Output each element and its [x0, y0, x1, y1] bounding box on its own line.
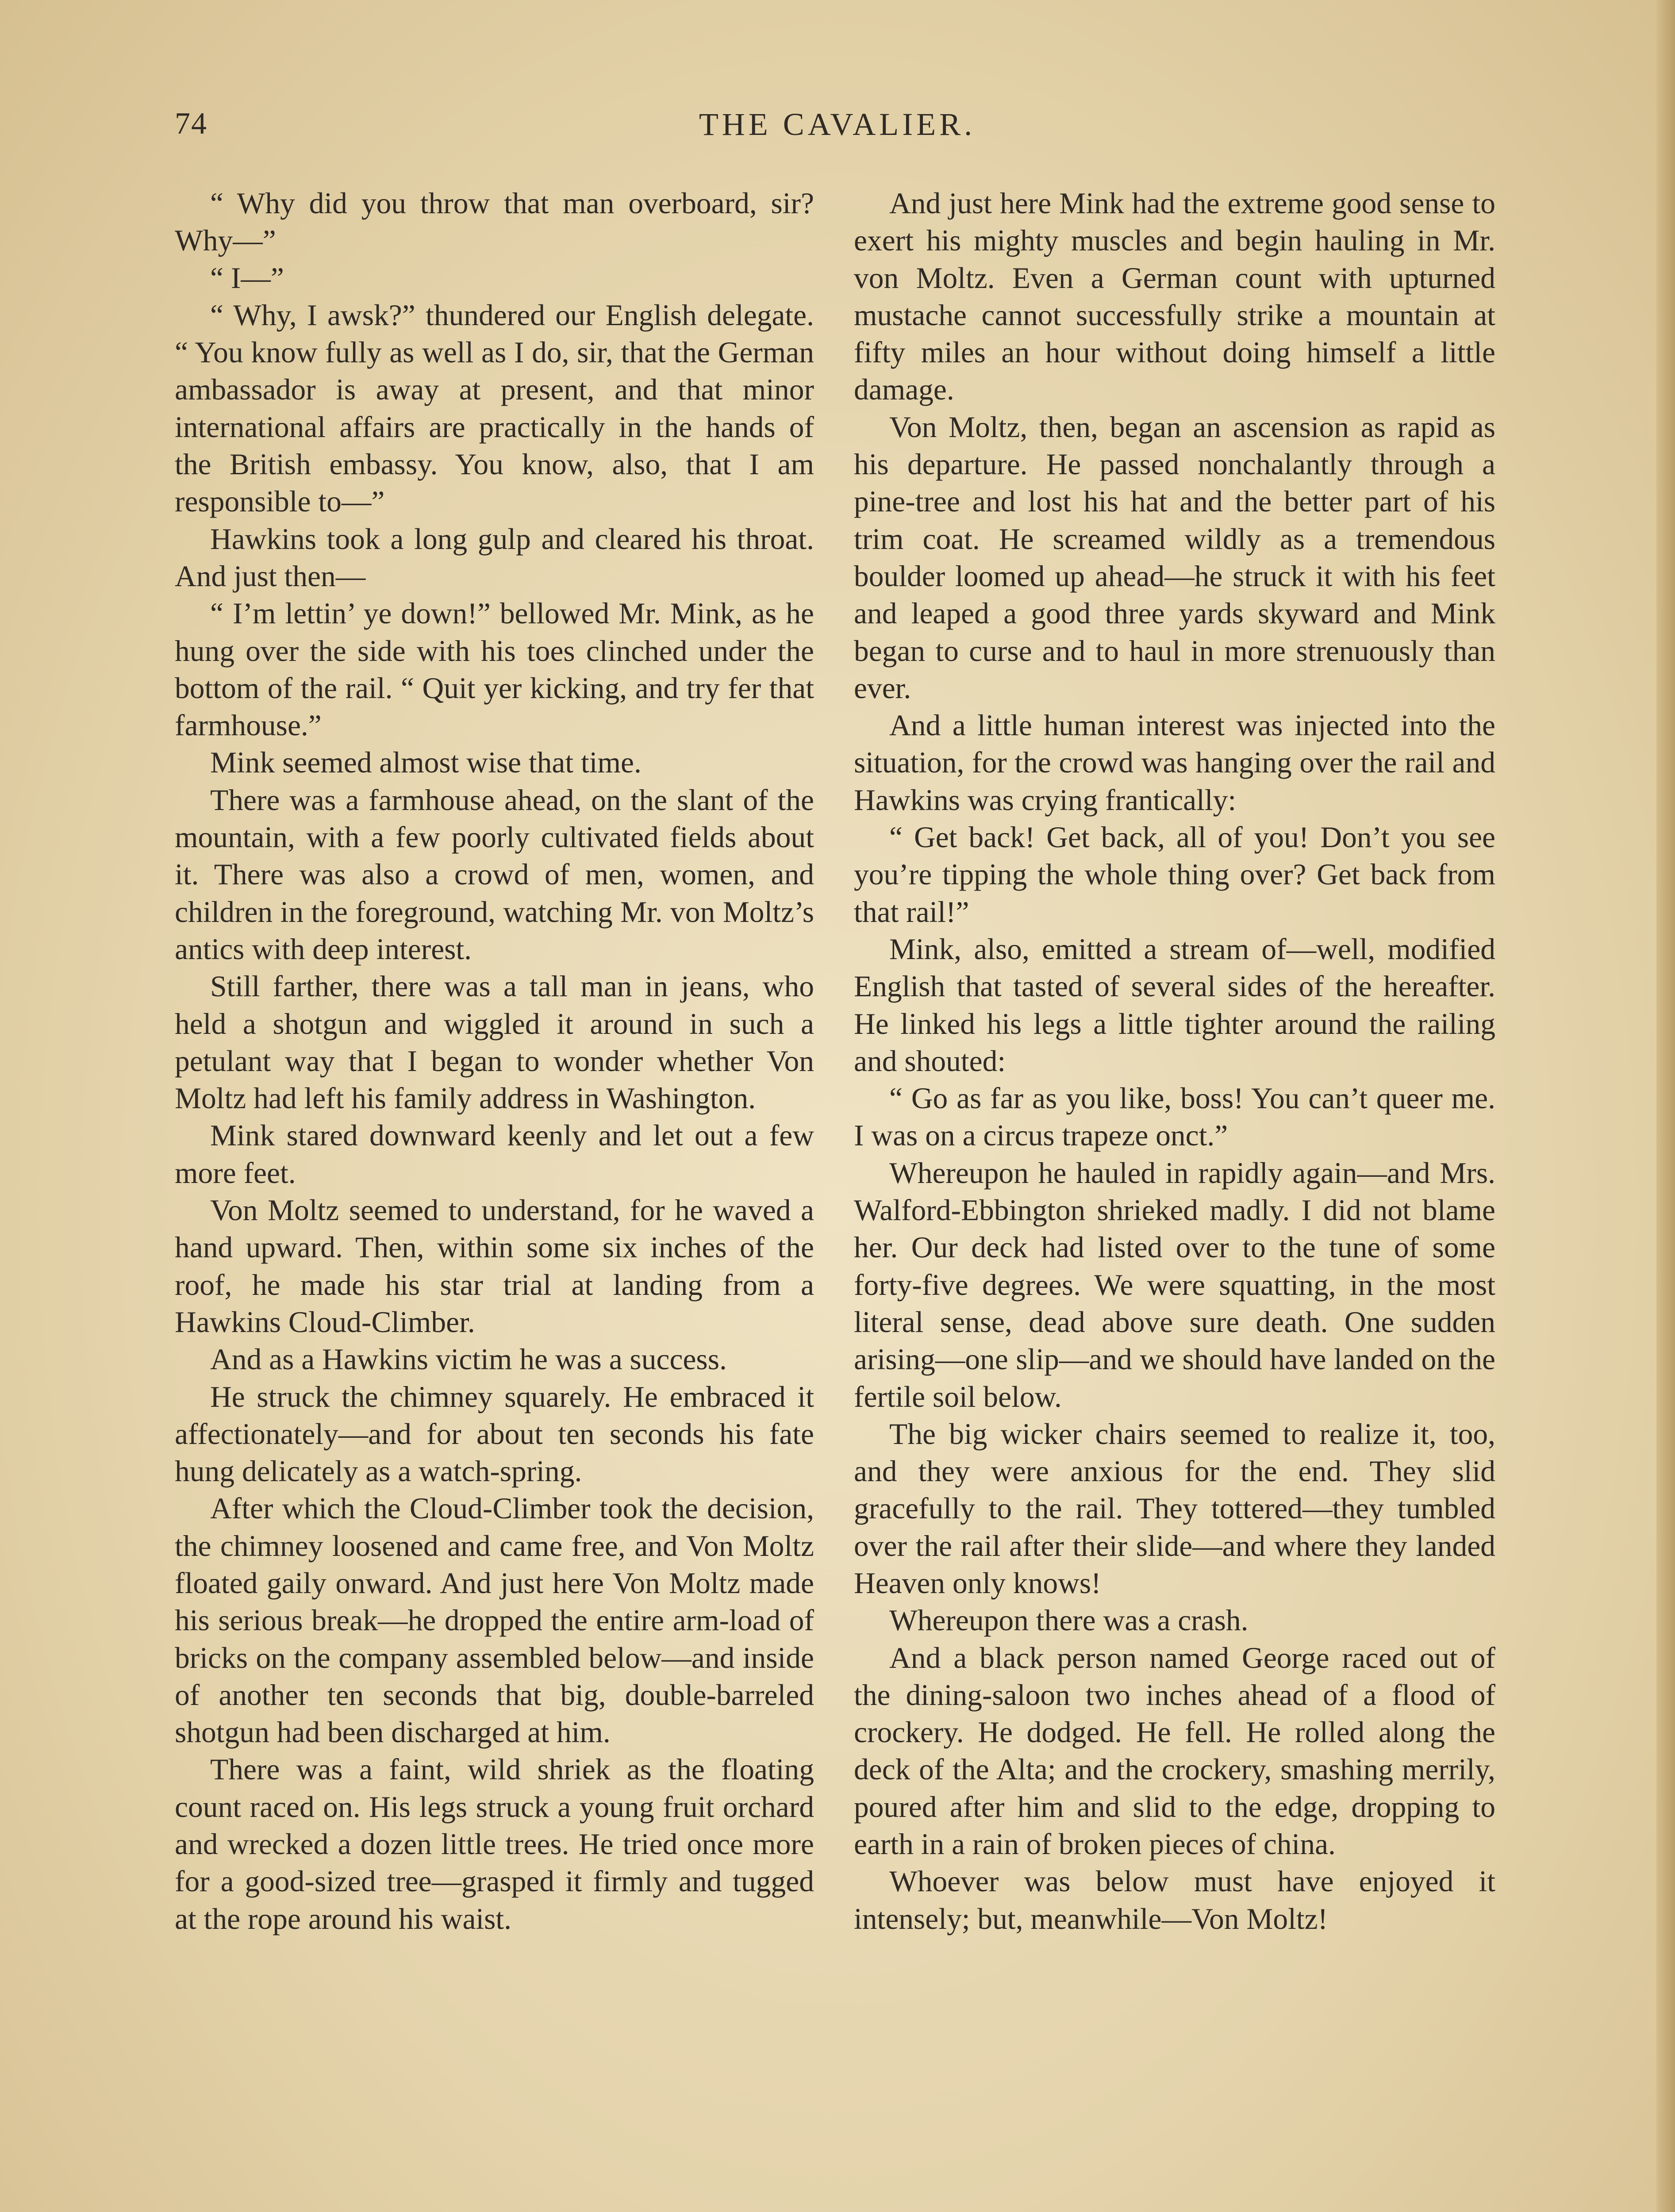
paragraph: He struck the chimney squarely. He embraced it affectionately—and for about ten seconds his fate hung delicately as a watch-spring.	[175, 1380, 814, 1488]
page-number: 74	[175, 107, 207, 141]
paragraph: Mink stared downward keenly and let out a few more feet.	[175, 1119, 814, 1190]
paragraph: Hawkins took a long gulp and cleared his throat. And just then—	[175, 522, 814, 593]
paragraph: “ Why did you throw that man overboard, sir? Why—”	[175, 187, 814, 257]
running-header	[175, 106, 1500, 155]
paragraph: Von Moltz, then, began an ascension as rapid as his departure. He passed nonchalantly through a pine-tree and lost his hat and the better part of his trim coat. He screamed wildly as a tremendous boulder loomed up ahead—he struck it with his feet and leaped a good three yards skyward and Mink began to curse and to haul in more strenuously than ever.	[854, 410, 1495, 705]
page-edge	[1656, 0, 1675, 2212]
paragraph: There was a faint, wild shriek as the floating count raced on. His legs struck a young fruit orchard and wrecked a dozen little trees. He tried once more for a good-sized tree—grasped it firmly and tugged at the rope around his waist.	[175, 1753, 814, 1936]
paragraph: And a black person named George raced out of the dining-saloon two inches ahead of a flood of crockery. He dodged. He fell. He rolled along the deck of the Alta; and the crockery, smashing merrily, poured after him and slid to the edge, dropping to earth in a rain of broken pieces of china.	[854, 1641, 1495, 1861]
paragraph: And as a Hawkins victim he was a success.	[210, 1343, 727, 1376]
right-column	[854, 185, 1495, 1938]
running-title: THE CAVALIER.	[699, 107, 976, 142]
paragraph: “ Why, I awsk?” thundered our English delegate. “ You know fully as well as I do, sir, that the German ambassador is away at present, and that minor international affairs are practically in the hands of the British embassy. You know, also, that I am responsible to—”	[175, 298, 814, 518]
paragraph: Whereupon he hauled in rapidly again—and Mrs. Walford-Ebbington shrieked madly. I did not blame her. Our deck had listed over to the tune of some forty-five degrees. We were squatting, in the most literal sense, dead above sure death. One sudden arising—one slip—and we should have landed on the fertile soil below.	[854, 1156, 1495, 1413]
paragraph: And just here Mink had the extreme good sense to exert his mighty muscles and begin hauling in Mr. von Moltz. Even a German count with upturned mustache cannot successfully strike a mountain at fifty miles an hour without doing himself a little damage.	[854, 187, 1495, 407]
paragraph: “ I’m lettin’ ye down!” bellowed Mr. Mink, as he hung over the side with his toes clinched under the bottom of the rail. “ Quit yer kicking, and try fer that farmhouse.”	[175, 597, 814, 742]
left-column	[175, 185, 814, 1938]
paragraph: After which the Cloud-Climber took the decision, the chimney loosened and came free, and Von Moltz floated gaily onward. And just here Von Moltz made his serious break—he dropped the entire arm-load of bricks on the company assembled below—and inside of another ten seconds that big, double-barreled shotgun had been discharged at him.	[175, 1492, 814, 1749]
paragraph: “ Get back! Get back, all of you! Don’t you see you’re tipping the whole thing over? Get back from that rail!”	[854, 821, 1495, 929]
paragraph: There was a farmhouse ahead, on the slant of the mountain, with a few poorly cultivated fields about it. There was also a crowd of men, women, and children in the foreground, watching Mr. von Moltz’s antics with deep interest.	[175, 783, 814, 966]
paragraph: Mink seemed almost wise that time.	[210, 746, 642, 780]
paragraph: Whereupon there was a crash.	[889, 1604, 1249, 1637]
paragraph: “ Go as far as you like, boss! You can’t queer me. I was on a circus trapeze onct.”	[854, 1082, 1495, 1152]
paragraph: Whoever was below must have enjoyed it intensely; but, meanwhile—Von Moltz!	[854, 1865, 1495, 1936]
paragraph: Von Moltz seemed to understand, for he waved a hand upward. Then, within some six inches of the roof, he made his star trial at landing from a Hawkins Cloud-Climber.	[175, 1194, 814, 1339]
paragraph: And a little human interest was injected into the situation, for the crowd was hanging over the rail and Hawkins was crying frantically:	[854, 709, 1495, 817]
paragraph: Mink, also, emitted a stream of—well, modified English that tasted of several sides of the hereafter. He linked his legs a little tighter around the railing and shouted:	[854, 932, 1495, 1078]
paragraph: “ I—”	[210, 261, 284, 295]
paragraph: Still farther, there was a tall man in jeans, who held a shotgun and wiggled it around in such a petulant way that I began to wonder whether Von Moltz had left his family address in Washington.	[175, 970, 814, 1115]
paragraph: The big wicker chairs seemed to realize it, too, and they were anxious for the end. They slid gracefully to the rail. They tottered—they tumbled over the rail after their slide—and where they landed Heaven only knows!	[854, 1417, 1495, 1600]
